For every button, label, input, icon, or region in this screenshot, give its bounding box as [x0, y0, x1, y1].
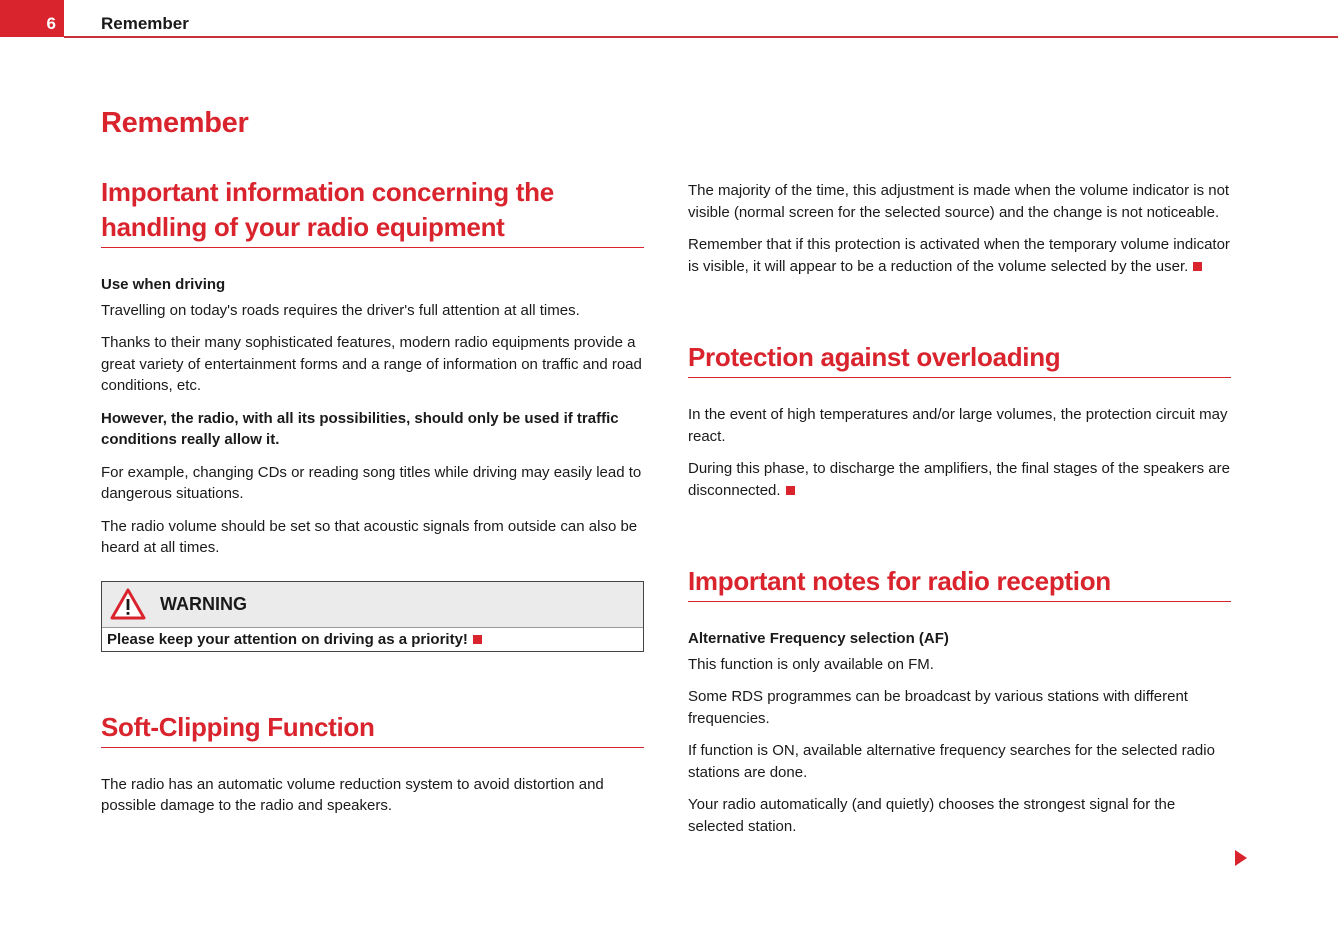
section-heading-radio-handling: Important information concerning the handling of your radio equipment	[101, 175, 644, 248]
right-column	[688, 180, 1231, 848]
paragraph: The radio has an automatic volume reduction system to avoid distortion and possible damage to the radio and speakers.	[101, 775, 604, 814]
paragraph: Thanks to their many sophisticated features, modern radio equipments provide a great variety of entertainment forms and a range of information on traffic and road conditions, etc.	[101, 334, 642, 394]
end-mark-icon	[786, 486, 795, 495]
left-column	[101, 175, 644, 828]
section-heading-overloading: Protection against overloading	[688, 340, 1231, 378]
header-rule	[64, 36, 1338, 38]
section-heading-radio-reception: Important notes for radio reception	[688, 564, 1231, 602]
warning-header	[102, 582, 643, 628]
next-page-arrow-icon[interactable]	[1235, 850, 1247, 866]
page-title: Remember	[101, 107, 249, 139]
warning-box	[101, 581, 644, 652]
section-heading-soft-clipping: Soft-Clipping Function	[101, 710, 644, 748]
warning-triangle-icon	[110, 588, 146, 620]
running-title: Remember	[101, 14, 189, 33]
paragraph: Travelling on today's roads requires the driver's full attention at all times.	[101, 301, 580, 319]
paragraph: The radio volume should be set so that acoustic signals from outside can also be heard at all times.	[101, 517, 638, 556]
paragraph: During this phase, to discharge the amplifiers, the final stages of the speakers are disconnected.	[688, 460, 1230, 499]
paragraph: In the event of high temperatures and/or large volumes, the protection circuit may react.	[688, 406, 1228, 445]
warning-text: Please keep your attention on driving as a priority!	[102, 628, 643, 651]
paragraph: This function is only available on FM.	[688, 655, 934, 673]
paragraph: Your radio automatically (and quietly) chooses the strongest signal for the selected station.	[688, 796, 1176, 835]
paragraph: If function is ON, available alternative frequency searches for the selected radio stations are done.	[688, 742, 1215, 781]
page-number: 6	[0, 0, 64, 37]
end-mark-icon	[1193, 262, 1202, 271]
paragraph: For example, changing CDs or reading song titles while driving may easily lead to dangerous situations.	[101, 463, 642, 502]
paragraph: Remember that if this protection is activated when the temporary volume indicator is visible, it will appear to be a reduction of the volume selected by the user.	[688, 236, 1230, 275]
subheading-af: Alternative Frequency selection (AF)	[688, 630, 949, 647]
paragraph: The majority of the time, this adjustment is made when the volume indicator is not visible (normal screen for the selected source) and the change is not noticeable.	[688, 182, 1230, 221]
paragraph: Some RDS programmes can be broadcast by various stations with different frequencies.	[688, 688, 1188, 727]
end-mark-icon	[473, 635, 482, 644]
paragraph-bold: However, the radio, with all its possibilities, should only be used if traffic conditions really allow it.	[101, 409, 619, 448]
warning-title: WARNING	[160, 593, 247, 614]
subheading-use-when-driving: Use when driving	[101, 276, 226, 293]
running-header	[0, 0, 1338, 39]
